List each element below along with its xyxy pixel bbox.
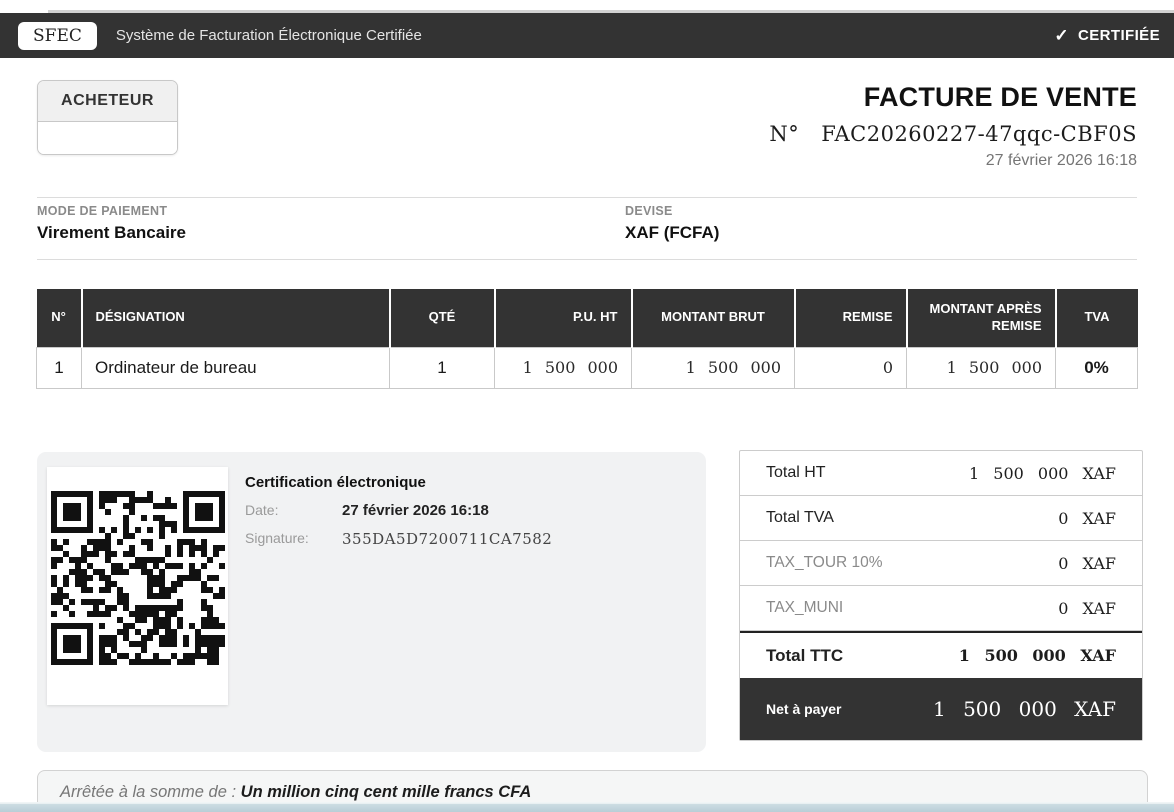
total-tva-label: Total TVA xyxy=(766,509,834,526)
col-header-qty: QTÉ xyxy=(390,289,495,347)
total-ttc-value: 1 500 000 XAF xyxy=(958,646,1116,665)
tax-muni-value: 0 XAF xyxy=(1058,598,1116,618)
buyer-card-title: ACHETEUR xyxy=(38,81,177,122)
cell-tva: 0% xyxy=(1056,347,1138,388)
invoice-date: 27 février 2026 16:18 xyxy=(985,152,1137,169)
amount-in-words-label: Arrêtée à la somme de : xyxy=(60,783,237,801)
tax-tour-value: 0 XAF xyxy=(1058,553,1116,573)
certification-date-label: Date: xyxy=(245,502,279,518)
cell-qty: 1 xyxy=(390,347,495,388)
total-ht-label: Total HT xyxy=(766,464,826,481)
qr-card xyxy=(47,467,228,705)
cell-num: 1 xyxy=(37,347,82,388)
items-table-header xyxy=(37,289,1138,347)
sfec-logo-badge: SFEC xyxy=(18,22,97,50)
col-header-num: N° xyxy=(37,289,82,347)
amount-in-words-value: Un million cinq cent mille francs CFA xyxy=(240,783,532,801)
tax-tour-label: TAX_TOUR 10% xyxy=(766,554,883,571)
cell-montant-brut: 1 500 000 xyxy=(632,347,795,388)
certification-signature-label: Signature: xyxy=(245,530,309,546)
payment-mode-value: Virement Bancaire xyxy=(37,223,186,242)
currency-label: DEVISE xyxy=(625,204,673,218)
buyer-card xyxy=(37,80,178,155)
net-a-payer-row xyxy=(740,678,1142,740)
totals-box xyxy=(739,450,1143,741)
certification-header-bar xyxy=(0,13,1174,58)
table-row xyxy=(37,347,1138,388)
total-tva-value: 0 XAF xyxy=(1058,508,1116,528)
certification-date-value: 27 février 2026 16:18 xyxy=(342,502,489,519)
currency-value: XAF (FCFA) xyxy=(625,223,720,242)
certification-signature-value: 355DA5D7200711CA7582 xyxy=(342,530,553,548)
col-header-designation: DÉSIGNATION xyxy=(82,289,390,347)
payment-mode-block xyxy=(37,204,186,243)
col-header-tva: TVA xyxy=(1056,289,1138,347)
invoice-number-value: FAC20260227-47qqc-CBF0S xyxy=(821,122,1137,146)
total-tva-row xyxy=(740,496,1142,541)
tax-tour-row xyxy=(740,541,1142,586)
top-strip xyxy=(0,0,1174,13)
divider-top xyxy=(37,197,1137,198)
cell-montant-apres-remise: 1 500 000 xyxy=(907,347,1056,388)
invoice-title-block xyxy=(769,82,1137,170)
currency-block xyxy=(625,204,719,243)
certification-date-row xyxy=(245,502,552,519)
items-table xyxy=(36,289,1138,389)
certification-card xyxy=(37,452,706,752)
tax-muni-label: TAX_MUNI xyxy=(766,599,844,616)
total-ttc-row xyxy=(740,631,1142,678)
amount-in-words xyxy=(60,783,1125,802)
certified-label: CERTIFIÉE xyxy=(1078,27,1160,44)
cell-designation: Ordinateur de bureau xyxy=(82,347,390,388)
certification-details xyxy=(245,474,552,548)
invoice-number-prefix: N° xyxy=(769,122,800,146)
divider-payment xyxy=(37,259,1137,260)
horizontal-scrollbar[interactable] xyxy=(0,802,1174,812)
certified-status-badge xyxy=(1054,26,1160,46)
col-header-pu-ht: P.U. HT xyxy=(495,289,632,347)
cell-remise: 0 xyxy=(795,347,907,388)
col-header-montant-apres-remise: MONTANT APRÈS REMISE xyxy=(907,289,1056,347)
total-ttc-label: Total TTC xyxy=(766,645,844,665)
buyer-card-body xyxy=(38,122,177,154)
certification-signature-row xyxy=(245,530,552,548)
horizontal-scrollbar-thumb[interactable] xyxy=(0,804,1174,812)
check-icon: ✓ xyxy=(1054,25,1070,45)
certification-title: Certification électronique xyxy=(245,474,426,491)
system-title: Système de Facturation Électronique Certifiée xyxy=(115,27,422,44)
total-ht-row xyxy=(740,451,1142,496)
col-header-remise: REMISE xyxy=(795,289,907,347)
col-header-montant-brut: MONTANT BRUT xyxy=(632,289,795,347)
cell-pu-ht: 1 500 000 xyxy=(495,347,632,388)
invoice-number xyxy=(769,122,1137,146)
net-a-payer-value: 1 500 000 XAF xyxy=(933,697,1116,721)
total-ht-value: 1 500 000 XAF xyxy=(969,463,1116,483)
payment-mode-label: MODE DE PAIEMENT xyxy=(37,204,168,218)
qr-code xyxy=(51,491,225,705)
invoice-title: FACTURE DE VENTE xyxy=(863,82,1137,112)
tax-muni-row xyxy=(740,586,1142,631)
net-a-payer-label: Net à payer xyxy=(766,701,842,717)
